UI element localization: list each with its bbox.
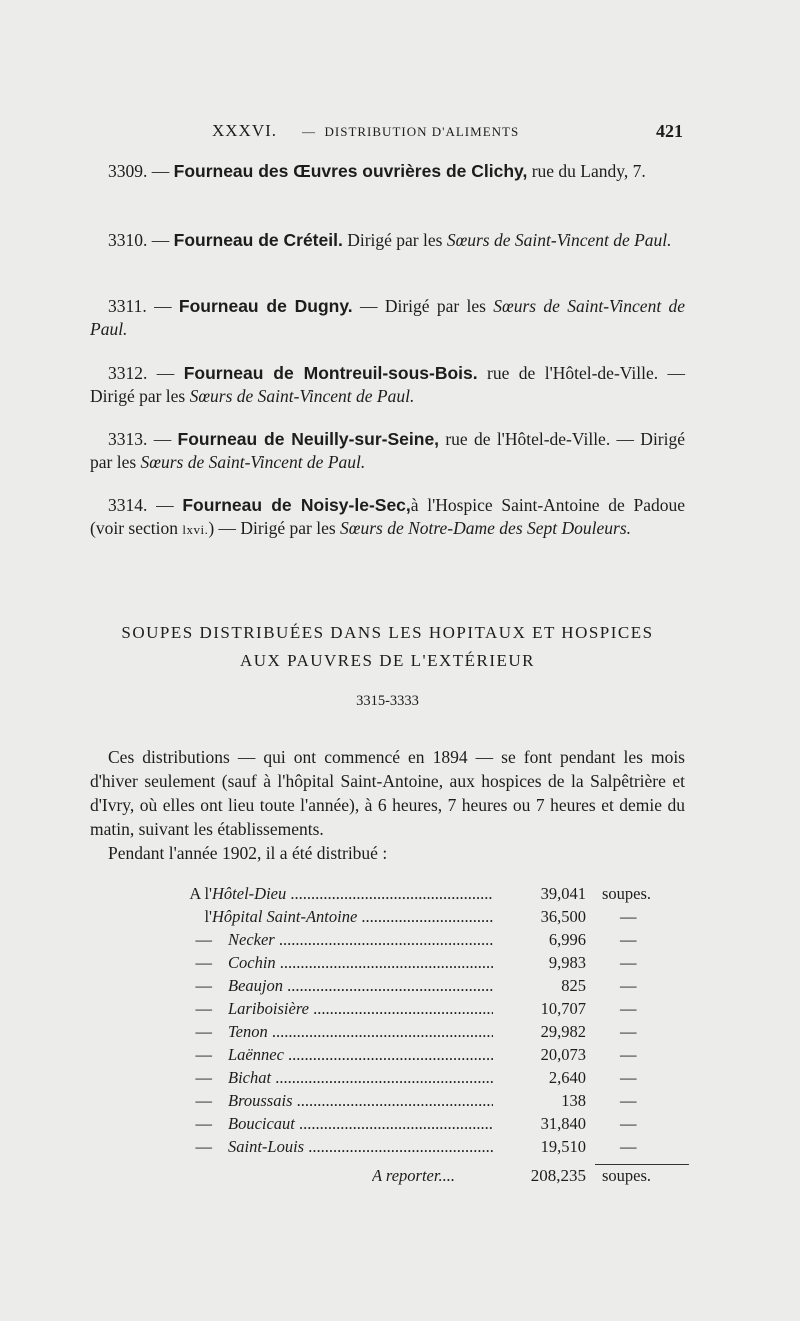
table-row: — Beaujon ..... 825 —: [90, 976, 685, 999]
section-range: 3315-3333: [356, 693, 419, 709]
table-row: — Bichat ..... 2,640 —: [90, 1068, 685, 1091]
entry-3313: 3313. — Fourneau de Neuilly-sur-Seine, rue de l'Hôtel-de-Ville. — Dirigé par les Sœurs de Saint-Vincent de Paul.: [90, 429, 686, 472]
table-row: — Boucicaut ..... 31,840 —: [90, 1114, 685, 1137]
table-row: — Tenon ..... 29,982 —: [90, 1022, 685, 1045]
section-title: SOUPES DISTRIBUÉES DANS LES HOPITAUX ET HOSPICES AUX PAUVRES DE L'EXTÉRIEUR: [121, 623, 654, 670]
running-header: [90, 121, 685, 147]
entry-3314: 3314. — Fourneau de Noisy-le-Sec,à l'Hospice Saint-Antoine de Padoue (voir section lxvi.) — Dirigé par les Sœurs de Notre-Dame des Sept Douleurs.: [90, 495, 685, 538]
entry-3311: 3311. — Fourneau de Dugny. — Dirigé par les Sœurs de Saint-Vincent de Paul.: [90, 296, 686, 339]
table-total-row: A reporter.... 208,235 soupes.: [90, 1166, 685, 1189]
entry-3312: 3312. — Fourneau de Montreuil-sous-Bois. rue de l'Hôtel-de-Ville. — Dirigé par les Sœurs de Saint-Vincent de Paul.: [90, 363, 685, 406]
table-row: l' Hôpital Saint-Antoine ..... 36,500 —: [90, 907, 685, 930]
soup-distribution-table: [90, 884, 685, 1189]
entry-3310: 3310. — Fourneau de Créteil. Dirigé par les Sœurs de Saint-Vincent de Paul.: [108, 230, 672, 250]
table-row: — Laënnec ..... 20,073 —: [90, 1045, 685, 1068]
total-rule: [595, 1164, 689, 1165]
page-number: 421: [656, 121, 683, 141]
chapter-title: — DISTRIBUTION D'ALIMENTS: [302, 124, 520, 139]
intro-paragraph: Ces distributions — qui ont commencé en 1894 — se font pendant les mois d'hiver seulement (sauf à l'hôpital Saint-Antoine, aux hospices de la Salpêtrière et d'Ivry, où elles ont lieu toute l'année), à 6 heures, 7 heures ou 7 heures et demie du matin, suivant les établissements.: [90, 747, 685, 839]
table-row: — Lariboisière ..... 10,707 —: [90, 999, 685, 1022]
table-row: — Broussais ..... 138 —: [90, 1091, 685, 1114]
table-row: A l' Hôtel-Dieu ..... 39,041 soupes.: [90, 884, 685, 907]
table-row: — Necker ..... 6,996 —: [90, 930, 685, 953]
table-row: — Saint-Louis ..... 19,510 —: [90, 1137, 685, 1160]
table-row: — Cochin ..... 9,983 —: [90, 953, 685, 976]
chapter-number: XXXVI.: [212, 121, 278, 140]
entry-3309: 3309. — Fourneau des Œuvres ouvrières de Clichy, rue du Landy, 7.: [108, 161, 646, 181]
year-paragraph: Pendant l'année 1902, il a été distribué :: [108, 843, 388, 863]
